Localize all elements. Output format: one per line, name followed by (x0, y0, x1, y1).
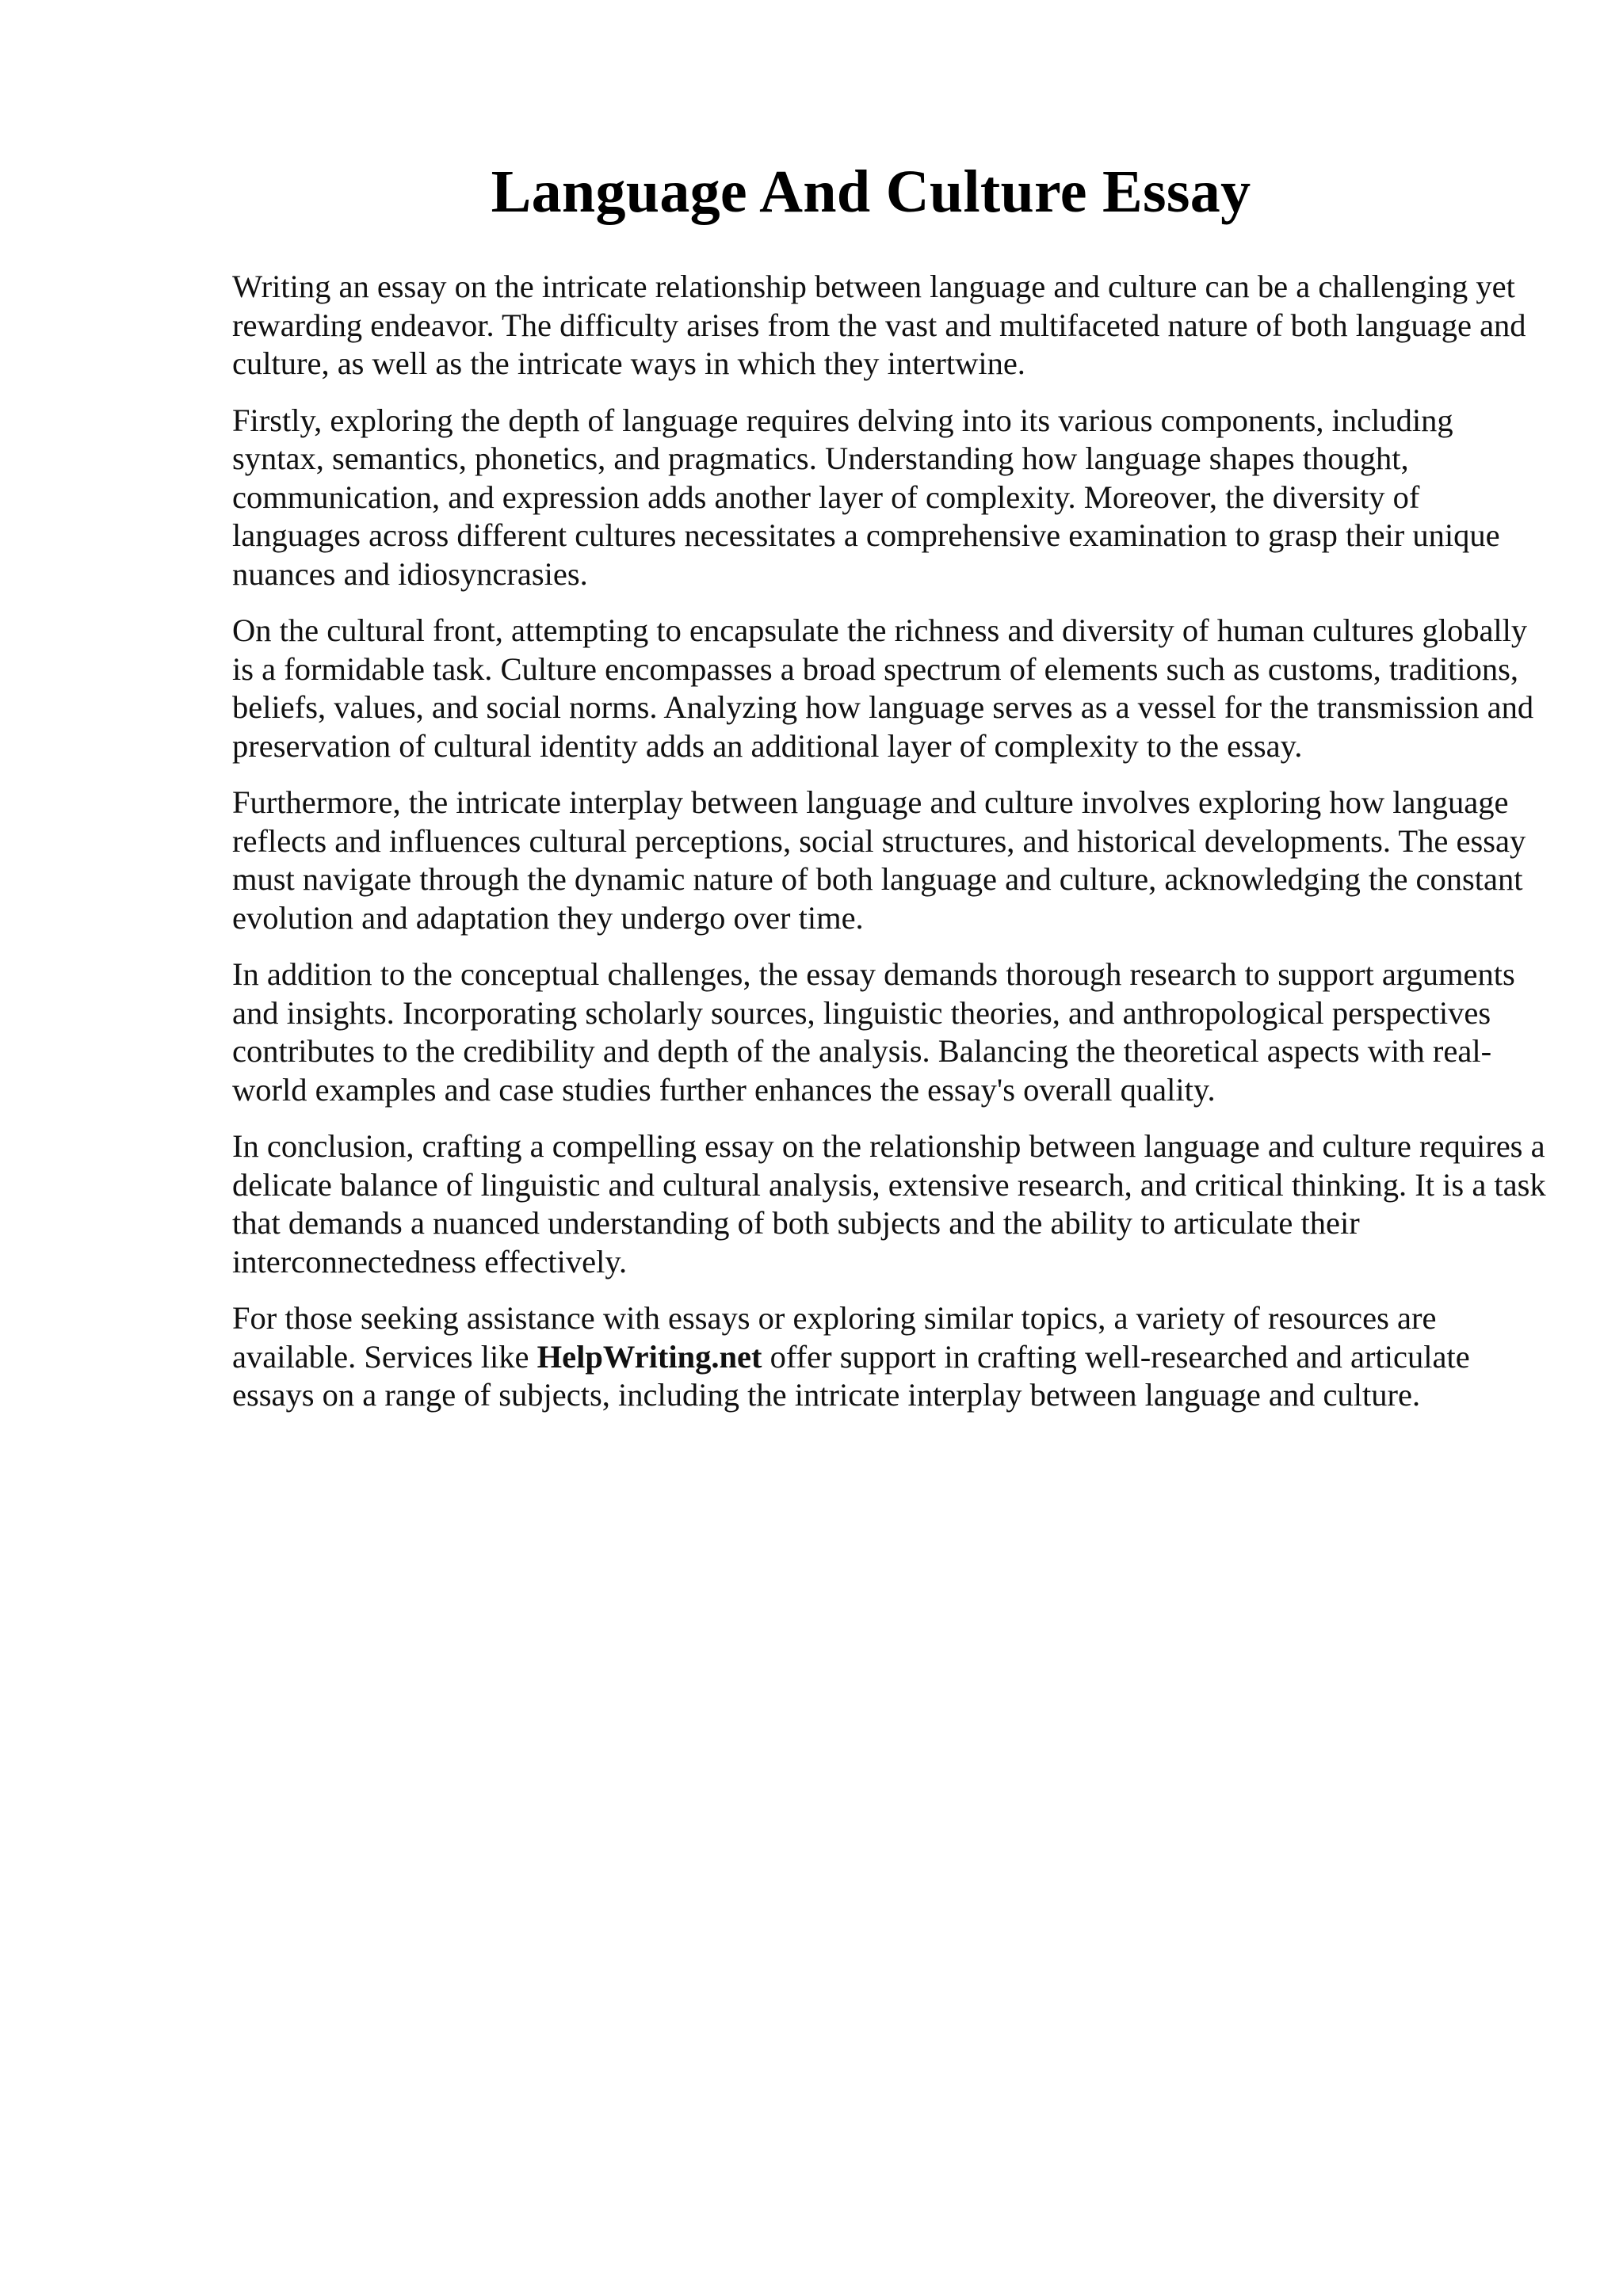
paragraph-research: In addition to the conceptual challenges, the essay demands thorough research to support arguments and insights. Incorporating scholarly sources, linguistic theories, and anthropological perspectives contributes to the credibility and depth of the analysis. Balancing the theoretical aspects with real-world examples and case studies further enhances the essay's overall quality. (232, 956, 1515, 1108)
resources-text-after: offer support in crafting well-researched and articulate essays on a range of subjects, including the intricate interplay between language and culture. (232, 1338, 1470, 1413)
paragraph-interplay: Furthermore, the intricate interplay between language and culture involves exploring how language reflects and influences cultural perceptions, social structures, and historical developments. The essay must navigate through the dynamic nature of both language and culture, acknowledging the constant evolution and adaptation they undergo over time. (232, 784, 1526, 936)
essay-body (232, 268, 1549, 1433)
paragraph-conclusion: In conclusion, crafting a compelling essay on the relationship between language and culture requires a delicate balance of linguistic and cultural analysis, extensive research, and critical thinking. It is a task that demands a nuanced understanding of both subjects and the ability to articulate their interconnectedness effectively. (232, 1128, 1546, 1280)
brand-name: HelpWriting.net (537, 1338, 762, 1375)
paragraph-language: Firstly, exploring the depth of language requires delving into its various components, including syntax, semantics, phonetics, and pragmatics. Understanding how language shapes thought, communication, and expression adds another layer of complexity. Moreover, the diversity of languages across different cultures necessitates a comprehensive examination to grasp their unique nuances and idiosyncrasies. (232, 402, 1500, 592)
paragraph-culture: On the cultural front, attempting to encapsulate the richness and diversity of human cultures globally is a formidable task. Culture encompasses a broad spectrum of elements such as customs, traditions, beliefs, values, and social norms. Analyzing how language serves as a vessel for the transmission and preservation of cultural identity adds an additional layer of complexity to the essay. (232, 612, 1534, 764)
paragraph-intro: Writing an essay on the intricate relationship between language and culture can be a challenging yet rewarding endeavor. The difficulty arises from the vast and multifaceted nature of both language and culture, as well as the intricate ways in which they intertwine. (232, 269, 1526, 381)
resources-text-before: For those seeking assistance with essays or exploring similar topics, a variety of resources are available. Services like (232, 1300, 1437, 1375)
paragraph-resources (232, 1299, 1549, 1415)
page-title: Language And Culture Essay (491, 158, 1251, 225)
